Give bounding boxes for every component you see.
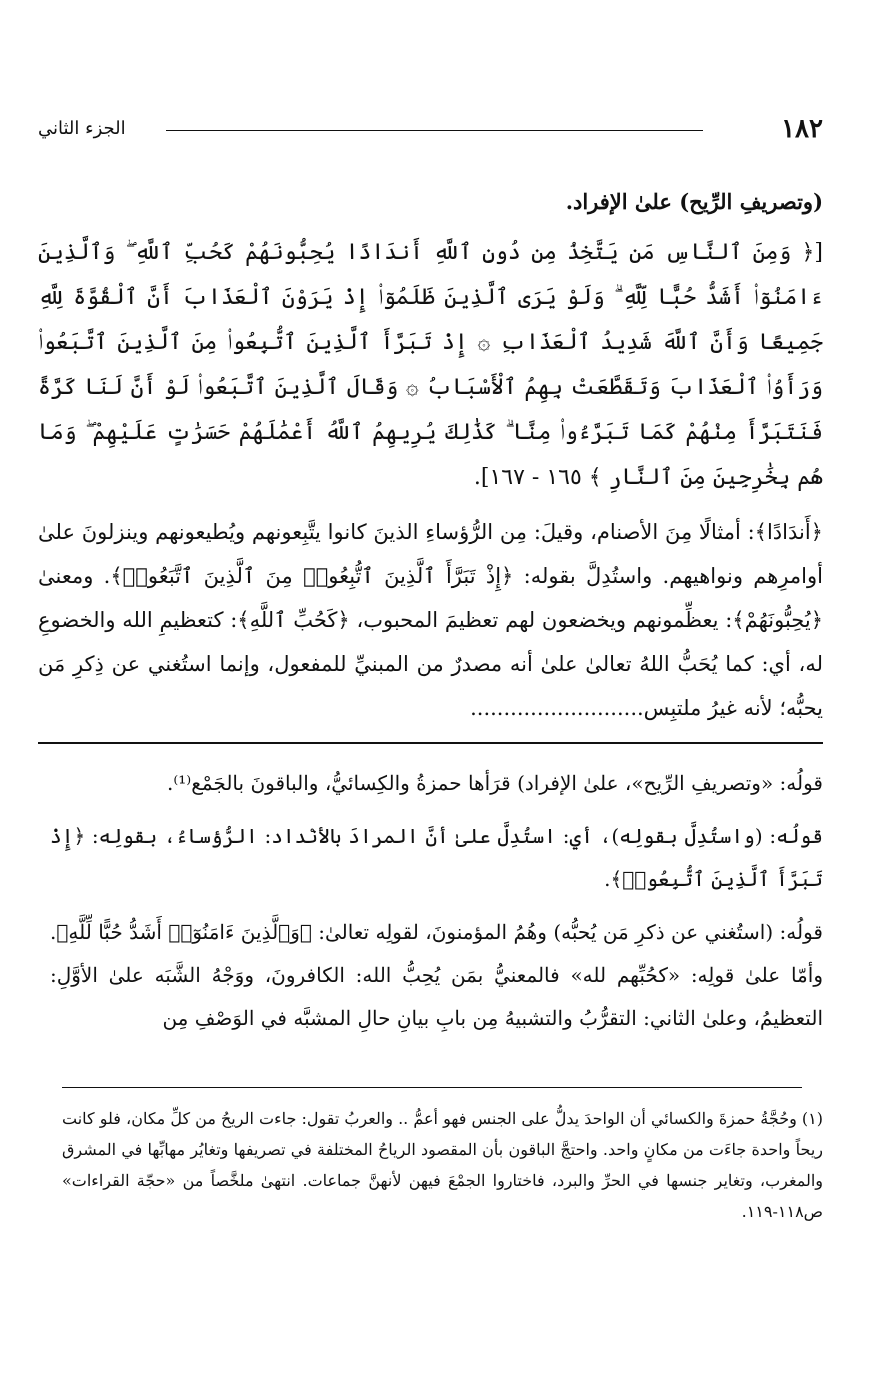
- footnote-divider: [62, 1087, 802, 1088]
- reading-note: (وتصريفِ الرِّيح) علىٰ الإفراد.: [565, 189, 823, 214]
- running-header: [38, 112, 823, 152]
- gloss-section: [50, 762, 823, 1050]
- page-number: ١٨٢: [781, 114, 823, 144]
- gloss-note: قولُه: (واستُدِلَّ بقولِه)، أي: استُدِلَّ علىٰ أنَّ المرادَ بالأنْداد: الرُّؤساءُ، بقولِه: ﴿إِذْ تَبَرَّأَ ٱلَّذِينَ ٱتُّبِعُوا۟﴾.: [50, 824, 823, 891]
- part-title: الجزء الثاني: [38, 118, 126, 139]
- footnotes: [62, 1103, 823, 1227]
- main-commentary: [38, 180, 823, 740]
- gloss-note: قولُه: (استُغني عن ذكرِ مَن يُحبُّه) وهُمُ المؤمنونَ، لقولِه تعالىٰ: ﴿وَٱلَّذِينَ ءَامَنُوٓا۟ أَشَدُّ حُبًّا لِّلَّهِ﴾. وأمّا علىٰ قولِه: «كحُبِّهم لله» فالمعنيُّ بمَن يُحِبُّ الله: الكافرونَ، ووَجْهُ الشَّبَه علىٰ الأوَّلِ: التعظيمُ، وعلىٰ الثاني: التقرُّبُ والتشبيهُ مِن بابِ بيانِ حالِ المشبَّه في الوَصْفِ مِن: [50, 920, 823, 1030]
- explanation-paragraph: ﴿أَندَادًا﴾: أمثالًا مِنَ الأصنام، وقيلَ: مِن الرُّؤساءِ الذينَ كانوا يتَّبِعونهم ويُطيعونهم وينزلونَ علىٰ أوامرِهم ونواهيهم. واستُدِلَّ بقوله: ﴿إِذْ تَبَرَّأَ ٱلَّذِينَ ٱتُّبِعُوا۟ مِنَ ٱلَّذِينَ ٱتَّبَعُوا۟﴾. ومعنىٰ ﴿يُحِبُّونَهُمْ﴾: يعظِّمونهم ويخضعون لهم تعظيمَ المحبوب، ﴿كَحُبِّ ٱللَّهِ﴾: كتعظيمِ الله والخضوعِ له، أي: كما يُحَبُّ اللهُ تعالىٰ علىٰ أنه مصدرٌ من المبنيِّ للمفعول، وإنما استُغني عن ذِكرِ مَن يحبُّه؛ لأنه غيرُ ملتبِس..........................: [38, 520, 823, 720]
- gloss-note: قولُه: «وتصريفِ الرِّيح»، علىٰ الإفراد) قرَأها حمزةُ والكِسائيُّ، والباقونَ بالجَمْع⁽¹⁾.: [166, 771, 823, 795]
- quran-passage: [﴿ وَمِنَ ٱلنَّاسِ مَن يَتَّخِذُ مِن دُونِ ٱللَّهِ أَندَادًا يُحِبُّونَهُمْ كَحُبِّ ٱللَّهِ ۖ وَٱلَّذِينَ ءَامَنُوٓا۟ أَشَدُّ حُبًّا لِّلَّهِ ۗ وَلَوْ يَرَى ٱلَّذِينَ ظَلَمُوٓا۟ إِذْ يَرَوْنَ ٱلْعَذَابَ أَنَّ ٱلْقُوَّةَ لِلَّهِ جَمِيعًا وَأَنَّ ٱللَّهَ شَدِيدُ ٱلْعَذَابِ ۞ إِذْ تَبَرَّأَ ٱلَّذِينَ ٱتُّبِعُوا۟ مِنَ ٱلَّذِينَ ٱتَّبَعُوا۟ وَرَأَوُا۟ ٱلْعَذَابَ وَتَقَطَّعَتْ بِهِمُ ٱلْأَسْبَابُ ۞ وَقَالَ ٱلَّذِينَ ٱتَّبَعُوا۟ لَوْ أَنَّ لَنَا كَرَّةً فَنَتَبَرَّأَ مِنْهُمْ كَمَا تَبَرَّءُوا۟ مِنَّا ۗ كَذَٰلِكَ يُرِيهِمُ ٱللَّهُ أَعْمَٰلَهُمْ حَسَرَٰتٍ عَلَيْهِمْ ۖ وَمَا هُم بِخَٰرِجِينَ مِنَ ٱلنَّارِ ﴾ ١٦٥ - ١٦٧].: [38, 240, 823, 490]
- commentary-divider: [38, 742, 823, 744]
- footnote: (١) وحُجَّةُ حمزةَ والكسائي أن الواحدَ يدلُّ على الجنس فهو أعمُّ .. والعربُ تقول: جاءت الريحُ من كلِّ مكان، فلو كانت ريحاً واحدة جاءَت من مكانٍ واحد. واحتجَّ الباقون بأن المقصود الرياحُ المختلفة في تصريفها وتغايُر مهابِّها في المشرق والمغرب، وتغاير جنسها في الحرِّ والبرد، فاختاروا الجمْعَ فيهن لأنهنَّ جماعات. انتهىٰ ملخَّصاً من «حجّة القراءات» ص١١٨-١١٩.: [62, 1109, 824, 1221]
- header-rule: [166, 130, 703, 131]
